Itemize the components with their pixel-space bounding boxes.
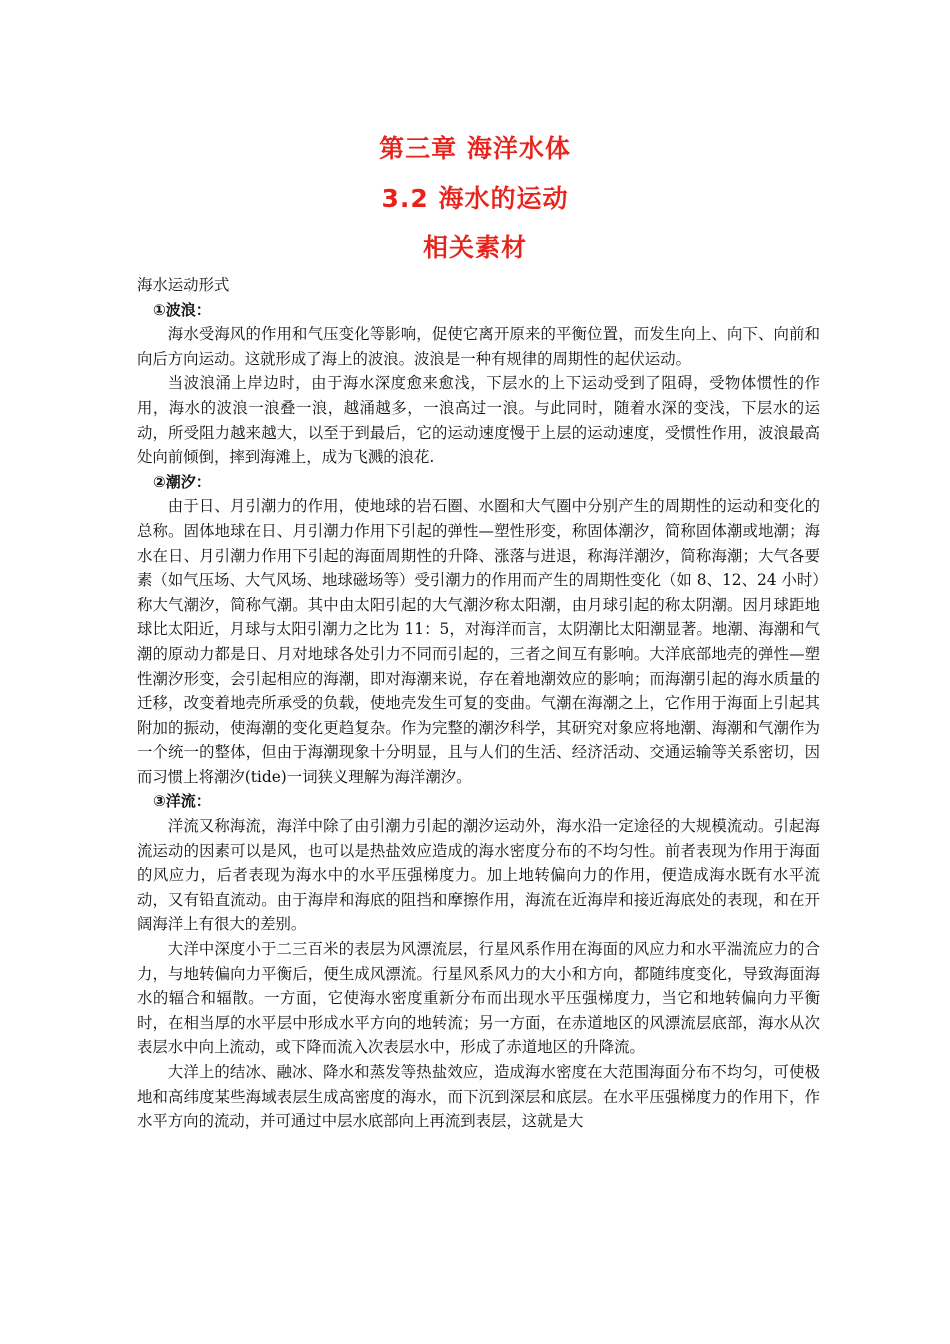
chapter-title: 第三章 海洋水体 (379, 134, 571, 163)
section-title: 3.2 海水的运动 (381, 184, 569, 213)
section-heading-currents: ③洋流： (153, 792, 211, 811)
paragraph: 由于日、月引潮力的作用，使地球的岩石圈、水圈和大气圈中分别产生的周期性的运动和变化的总称。固体地球在日、月引潮力作用下引起的弹性—塑性形变，称固体潮汐，简称固体潮或地潮；海水在日、月引潮力作用下引起的海面周期性的升降、涨落与进退，称海洋潮汐，简称海潮；大气各要素（如气压场、大气风场、地球磁场等）受引潮力的作用而产生的周期性变化（如 8、12、24 小时）称大气潮汐，简称气潮。其中由太阳引起的大气潮汐称太阳潮，由月球引起的称太阴潮。因月球距地球比太阳近，月球与太阳引潮力之比为 11：5，对海洋而言，太阴潮比太阳潮显著。地潮、海潮和气潮的原动力都是日、月对地球各处引力不同而引起的，三者之间互有影响。大洋底部地壳的弹性—塑性潮汐形变，会引起相应的海潮，即对海潮来说，存在着地潮效应的影响；而海潮引起的海水质量的迁移，改变着地壳所承受的负载，使地壳发生可复的变曲。气潮在海潮之上，它作用于海面上引起其附加的振动，使海潮的变化更趋复杂。作为完整的潮汐科学，其研究对象应将地潮、海潮和气潮作为一个统一的整体，但由于海潮现象十分明显，且与人们的生活、经济活动、交通运输等关系密切，因而习惯上将潮汐(tide)一词狭义理解为海洋潮汐。 (137, 497, 820, 786)
paragraph: 海水受海风的作用和气压变化等影响，促使它离开原来的平衡位置，而发生向上、向下、向前和向后方向运动。这就形成了海上的波浪。波浪是一种有规律的周期性的起伏运动。 (137, 325, 820, 368)
intro-line: 海水运动形式 (137, 276, 230, 294)
paragraph: 当波浪涌上岸边时，由于海水深度愈来愈浅，下层水的上下运动受到了阻碍，受物体惯性的作用，海水的波浪一浪叠一浪，越涌越多，一浪高过一浪。与此同时，随着水深的变浅，下层水的运动，所受阻力越来越大，以至于到最后，它的运动速度慢于上层的运动速度，受惯性作用，波浪最高处向前倾倒，摔到海滩上，成为飞溅的浪花. (137, 374, 820, 467)
document-body (137, 273, 820, 1134)
paragraph: 大洋上的结冰、融冰、降水和蒸发等热盐效应，造成海水密度在大范围海面分布不均匀，可使极地和高纬度某些海域表层生成高密度的海水，而下沉到深层和底层。在水平压强梯度力的作用下，作水平方向的流动，并可通过中层水底部向上再流到表层，这就是大 (137, 1063, 820, 1131)
section-heading-waves: ①波浪： (153, 300, 211, 319)
subtitle: 相关素材 (422, 233, 527, 262)
paragraph: 大洋中深度小于二三百米的表层为风漂流层，行星风系作用在海面的风应力和水平湍流应力的合力，与地转偏向力平衡后，便生成风漂流。行星风系风力的大小和方向，都随纬度变化，导致海面海水的辐合和辐散。一方面，它使海水密度重新分布而出现水平压强梯度力，当它和地转偏向力平衡时，在相当厚的水平层中形成水平方向的地转流；另一方面，在赤道地区的风漂流层底部，海水从次表层水中向上流动，或下降而流入次表层水中，形成了赤道地区的升降流。 (137, 940, 820, 1057)
section-heading-tides: ②潮汐： (153, 472, 211, 491)
paragraph: 洋流又称海流，海洋中除了由引潮力引起的潮汐运动外，海水沿一定途径的大规模流动。引起海流运动的因素可以是风，也可以是热盐效应造成的海水密度分布的不均匀性。前者表现为作用于海面的风应力，后者表现为海水中的水平压强梯度力。加上地转偏向力的作用，便造成海水既有水平流动，又有铅直流动。由于海岸和海底的阻挡和摩擦作用，海流在近海岸和接近海底处的表现，和在开阔海洋上有很大的差别。 (137, 817, 820, 934)
